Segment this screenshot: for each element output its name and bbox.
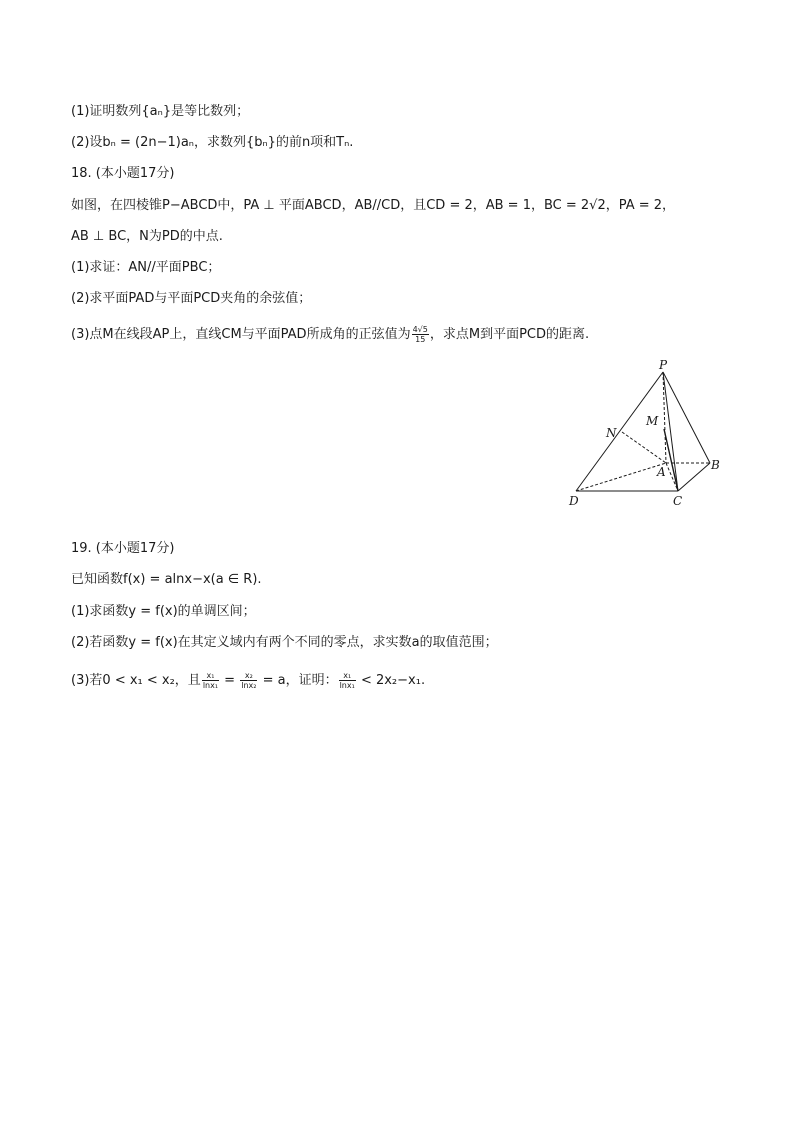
q17-part2: (2)设bₙ = (2n−1)aₙ，求数列{bₙ}的前n项和Tₙ. <box>71 135 354 150</box>
q18-part3-text-before: (3)点M在线段AP上，直线CM与平面PAD所成角的正弦值为 <box>71 327 411 342</box>
q19-part3-fraction-2 <box>240 671 257 690</box>
q19-stem: 已知函数f(x) = alnx−x(a ∈ R). <box>71 572 262 587</box>
q19-part3-text-c: < 2x₂−x₁. <box>356 673 426 688</box>
q18-part2: (2)求平面PAD与平面PCD夹角的余弦值； <box>71 291 312 306</box>
q19-part3-fraction-2-numerator: x₂ <box>240 671 257 681</box>
q19-part3-fraction-1-denominator: lnx₁ <box>202 681 219 690</box>
q19-part3-fraction-3-numerator: x₁ <box>339 671 356 681</box>
vertex-label-B: B <box>711 458 720 472</box>
edge-DA <box>576 463 666 491</box>
vertex-label-D: D <box>569 494 579 508</box>
q18-part3-fraction <box>412 325 429 344</box>
q19-part3-fraction-2-denominator: lnx₂ <box>241 681 257 690</box>
edge-PB <box>663 372 710 463</box>
vertex-label-M: M <box>646 414 659 428</box>
q17-part1: (1)证明数列{aₙ}是等比数列； <box>71 104 250 119</box>
vertex-label-N: N <box>606 426 617 440</box>
q18-header: 18. (本小题17分) <box>71 166 175 181</box>
edge-PD <box>576 372 663 491</box>
vertex-label-P: P <box>659 358 668 372</box>
q19-header: 19. (本小题17分) <box>71 541 175 556</box>
q18-stem-line2: AB ⊥ BC，N为PD的中点. <box>71 229 223 244</box>
q19-part3 <box>71 671 425 690</box>
q19-part3-fraction-3 <box>339 671 356 690</box>
q18-part3-fraction-denominator: 15 <box>415 335 426 344</box>
vertex-label-C: C <box>673 494 683 508</box>
q19-part2: (2)若函数y = f(x)在其定义域内有两个不同的零点，求实数a的取值范围； <box>71 635 498 650</box>
edge-CB <box>678 463 710 491</box>
edge-NA <box>622 432 666 463</box>
q18-part3-fraction-numerator: 4√5 <box>412 325 428 334</box>
q19-part3-equals: = <box>220 673 240 688</box>
q19-part3-text-a: (3)若0 < x₁ < x₂，且 <box>71 673 201 688</box>
vertex-label-A: A <box>657 465 666 479</box>
q19-part3-text-b: = a，证明： <box>258 673 338 688</box>
q19-part3-fraction-1-numerator: x₁ <box>202 671 219 681</box>
q19-part3-fraction-1 <box>202 671 219 690</box>
pyramid-figure <box>560 355 740 515</box>
q18-part1: (1)求证：AN//平面PBC； <box>71 260 221 275</box>
q19-part3-fraction-3-denominator: lnx₁ <box>339 681 355 690</box>
q18-part3 <box>71 325 589 344</box>
q19-part1: (1)求函数y = f(x)的单调区间； <box>71 604 256 619</box>
q18-stem-line1: 如图，在四棱锥P−ABCD中，PA ⊥ 平面ABCD，AB//CD，且CD = 2，AB = 1，BC = 2√2，PA = 2， <box>71 198 676 213</box>
q18-part3-text-after: ，求点M到平面PCD的距离. <box>429 327 590 342</box>
